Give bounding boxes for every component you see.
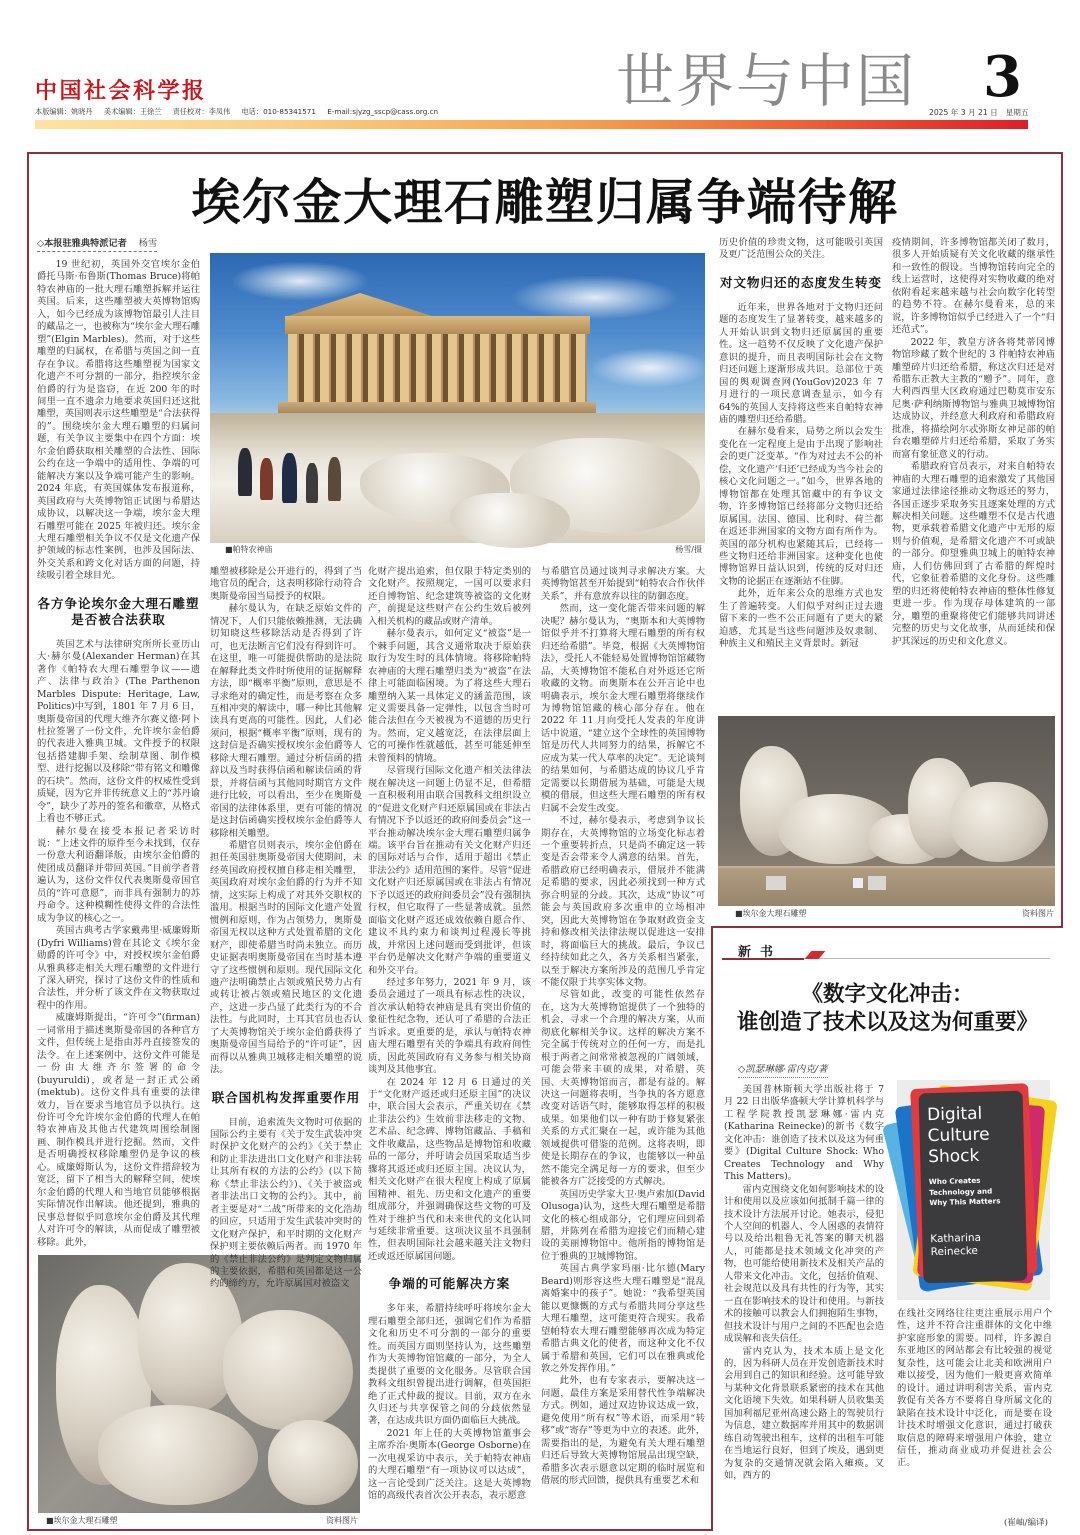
paragraph: 此外，也有专家表示，要解决这一问题，最佳方案是采用替代性争端解决方式。例如，通过双边协议达成一致，避免使用“所有权”等术语，而采用“转移”或“寄存”等更为中立的表述。此外，需要指出的是，为避免有关大理石雕塑归还后导致大英博物馆展品出现空缺，希腊多次表示愿意以定期的临时展览和借展的形式回馈，提供具有重要艺术和 bbox=[541, 1375, 705, 1487]
book-title bbox=[720, 981, 1055, 1037]
paragraph: 此外，近年来公众的思维方式也发生了普遍转变。人们似乎对纠正过去遗留下来的一些不公正问题有了更大的紧迫感，尤其是当这些问题涉及奴隶制、种族主义和殖民主义背景时。新冠 bbox=[719, 588, 883, 650]
paragraph: 目前，追索流失文物时可依据的国际公约主要有《关于发生武装冲突时保护文化财产的公约》《关于禁止和防止非法进出口文化财产和非法转让其所有权的方法的公约》(以下简称《禁止非法公约》)、《关于被盗或者非法出口文物的公约》。其中，前者主要是对“二战”所带来的文化浩劫的回应，只适用于发生武装冲突时的文化财产保护，和平时期的文化财产保护则主要依赖后两者。而 1970 年的《禁止非法公约》是判定文物归属的主要依据，希腊和英国都是这一公约的缔约方，允许原属国对被盗文 bbox=[210, 1116, 362, 1290]
paragraph: 在线社交网络往往更注重展示用户个性，这并不符合注重群体的文化中维护家庭形象的需要。同样，许多源自东亚地区的网站都会有比较强的视觉复杂性，这可能会让北美和欧洲用户难以接受，因为他们一般更喜欢简单的设计。通过讲明利害关系，雷内克敦促有关各方不要将自身所属文化的缺陷在技术设计中泛化，而是要在设计技术时增强文化意识，通过打破获取信息的障碍来增强用户体验，建立信任，推动商业成功并促进社会公正。 bbox=[897, 1308, 1052, 1469]
section-heading bbox=[37, 596, 200, 628]
paragraph: 与希腊官员通过谈判寻求解决方案。大英博物馆甚至开始提到“帕特农合作伙伴关系”，并有意放弃以往的防御态度。 bbox=[541, 566, 705, 602]
parthenon-photo bbox=[210, 253, 705, 543]
tourist-figure bbox=[238, 448, 252, 496]
paragraph: 希腊官员则表示，埃尔金伯爵在担任英国驻奥斯曼帝国大使期间，未经英国政府授权擅自移走相关雕塑，英国政府对埃尔金伯爵的行为并不知情，这实际上构成了对其外交职权的滥用。根据当时的国际文化遗产处置惯例和原则，作为占领势力，奥斯曼帝国无权以这种方式处置希腊的文化财产，即使希腊当时尚未独立。而历史证据表明奥斯曼帝国在当时基本遵守了这些惯例和原则。现代国际文化遗产法明确禁止占领或殖民势力占有或转让被占领或殖民地区的文化遗产，这进一步凸显了此类行为的不合法性。与此同时，土耳其官员也否认了大英博物馆关于埃尔金伯爵获得了奥斯曼帝国当局给予的“许可证”，因而得以从雅典卫城移走相关雕塑的说法。 bbox=[210, 839, 362, 1076]
book-cover bbox=[897, 1080, 1050, 1300]
sculpture-figure bbox=[268, 1420, 358, 1505]
page-number: 3 bbox=[983, 44, 1022, 110]
paragraph: 英国历史学家大卫·奥卢索加(David Olusoga)认为，这些大理石雕塑是希腊文化的核心组成部分，它们理应回到希腊，并陈列在希腊为迎接它们而精心建设的美丽博物馆中。他所指的博物馆是位于雅典的卫城博物馆。 bbox=[541, 1188, 705, 1262]
cover-author-line: Katharina bbox=[930, 1231, 982, 1245]
reporter-name: 杨雪 bbox=[138, 238, 158, 249]
translator-credit: (崔岫/编译) bbox=[1004, 1518, 1048, 1528]
paragraph: 然而，这一变化能否带来问题的解决呢？赫尔曼认为，“奥斯本和大英博物馆似乎并不打算将大理石雕塑的所有权归还给希腊”。毕竟，根据《大英博物馆法》，受托人不能轻易处置博物馆馆藏物品，大英博物馆不能私自对外返还它所收藏的文物。而奥斯本在公开言论中也明确表示，埃尔金大理石雕塑将继续作为博物馆馆藏的核心部分存在。他在 2022 年 11 月向受托人发表的年度讲话中说道，“建立这个全球性的英国博物馆是历代人共同努力的结果，拆解它不应成为某一代人草率的决定”。无论谈判的结果如何，与希腊达成的协议几乎肯定需要以长期借展为基础，可能是大规模的借展，但这些大理石雕塑的所有权归属不会发生改变。 bbox=[541, 603, 705, 814]
cover-author-line: Reinecke bbox=[930, 1244, 979, 1258]
photo-caption: ■埃尔金大理石雕塑 bbox=[46, 1516, 118, 1525]
book-column-1 bbox=[724, 1084, 884, 1524]
paragraph: 雷内克认为，技术本质上是文化的，因为科研人员在开发创造新技术时会用到自己的知识和经验。这可能导致与某种文化背景联系紧密的技术在其他文化语境下失效。如果科研人员收集美国加利福尼亚州高速公路上的驾驶员行为信息，建立数据库并用其中的数据训练自动驾驶出租车，这样的出租车可能在当地运行良好，但到了埃及，遇到更为复杂的交通情况就会陷入瘫痪。又如，西方的 bbox=[724, 1345, 884, 1482]
photo-caption: ■帕特农神庙 bbox=[225, 545, 273, 554]
section-heading-line: 对文物归还的态度发生转变 bbox=[719, 274, 882, 290]
photo-credit: 资料图片 bbox=[1022, 909, 1054, 918]
cover-subtitle-line: Technology and bbox=[929, 1186, 993, 1197]
paragraph: 英国古典学家玛丽·比尔德(Mary Beard)则形容这些大理石雕塑是“混乱离婚案中的孩子”。她说：“我希望英国能以更慷慨的方式与希腊共同分享这些大理石雕塑，这可能更符合现实。我希望帕特农大理石雕塑能够再次成为特定希腊古典文化的使者，而这种文化不仅属于希腊和英国，它们可以在雅典或伦敦之外发挥作用。” bbox=[541, 1263, 705, 1374]
email-label: E-mail: bbox=[327, 107, 353, 116]
tourist-figure bbox=[328, 457, 341, 501]
section-heading-line: 是否被合法获取 bbox=[71, 611, 166, 627]
article-column-4 bbox=[541, 566, 705, 1524]
staff-name: 王徐兰 bbox=[139, 107, 162, 116]
paragraph: 多年来，希腊持续呼吁将埃尔金大理石雕塑全部归还，强调它们作为希腊文化和历史不可分割的一部分的重要性。而英国方面则坚持认为，这些雕塑作为大英博物馆馆藏的一部分，为全人类提供了重要的文化服务。尽管联合国教科文组织曾提出进行调解，但英国拒绝了正式仲裁的提议。目前，双方在永久归还与共享保管之间的分歧依然显著，在达成共识方面仍面临巨大挑战。 bbox=[368, 1303, 531, 1427]
book-title-line: 谁创造了技术以及这为何重要》 bbox=[736, 1010, 1038, 1035]
staff-name: 姚晓丹 bbox=[70, 107, 93, 116]
photo-cloud bbox=[590, 348, 710, 388]
staff-label: 本版编辑： bbox=[35, 107, 71, 116]
reporter-prefix: ◇本报驻雅典特派记者 bbox=[37, 238, 127, 249]
paragraph: 尽管现行国际文化遗产相关法律法规在解决这一问题上仍显不足，但希腊一直积极利用由联合国教科文组织设立的“促进文化财产归还原属国或在非法占有情况下予以返还的政府间委员会”这一平台推动解决埃尔金大理石雕塑归属争端。该平台旨在推动有关文化财产归还的国际对话与合作，适用于超出《禁止非法公约》适用范围的案件。尽管“促进文化财产归还原属国或在非法占有情况下予以返还的政府间委员会”没有强制执行权，但它取得了一些显著成就。虽然面临文化财产返还成效依赖自愿合作、建议不具约束力和谈判过程漫长等挑战，并常因上述问题而受到批评，但该平台仍是解决文化财产争端的重要道义和外交平台。 bbox=[368, 765, 531, 976]
cover-title-panel bbox=[919, 1091, 1028, 1284]
paragraph: 19 世纪初，英国外交官埃尔金伯爵托马斯·布鲁斯(Thomas Bruce)将帕特农神庙的一批大理石雕塑拆解并运往英国。后来，这些雕塑被大英博物馆购入，如今已经成为该博物馆最引人注目的藏品之一，也被称为“埃尔金大理石雕塑”(Elgin Marbles)。然而，对于这些雕塑的归属权，在希腊与英国之间一直存在争议。希腊将这些雕塑视为国家文化遗产不可分割的一部分，指控埃尔金伯爵的行为是盗窃，在近 200 年的时间里一直不遗余力地要求英国归还这批雕塑，英国则表示这些雕塑是“合法获得的”。围绕埃尔金大理石雕塑的归属问题，有关争议主要集中在四个方面：埃尔金伯爵获取相关雕塑的合法性、国际公约在这一争端中的适用性、争端的可能解决方案以及争端可能产生的影响。2024 年底，有英国媒体发布报道称，英国政府与大英博物馆正试图与希腊达成协议，以解决这一争端，埃尔金大理石雕塑可能在 2025 年被归还。埃尔金大理石雕塑相关争议不仅是文化遗产保护领域的标志性案例，也涉及国际法、外交关系和跨文化对话方面的问题，持续吸引着全球目光。 bbox=[37, 259, 200, 582]
book-title-line: 《数字文化冲击： bbox=[801, 982, 974, 1007]
paragraph: 赫尔曼认为，在缺乏原始文件的情况下，人们只能依赖推测，无法确切知晓这些移除活动是否得到了许可，也无法断言它们没有得到许可。在这里，唯一可能提供帮助的是法院在解释此类文件时所使用的证据解释方法，即“概率平衡”原则，意思是不寻求绝对的确定性，而是考察在众多互相冲突的解读中，哪一种比其他解读具有更高的可能性。因此，人们必须问，根据“概率平衡”原则，现有的这封信是否确实授权埃尔金伯爵等人移除大理石雕塑。通过分析信函的措辞以及当时获得信函和解读信函的背景，并将信函与其他同时期官方文件进行比较，可以看出，至少在奥斯曼帝国的法律体系里，更有可能的情况是这封信函确实授权埃尔金伯爵等人移除相关雕塑。 bbox=[210, 603, 362, 839]
paragraph: 疫情期间，许多博物馆都关闭了数月，很多人开始质疑有关文化收藏的继承性和一致性的假设。当博物馆转向完全的线上运营时，这使得对实物收藏的绝对依附看起来越来越与社会向数字化转型的趋势不符。在赫尔曼看来，总的来说，许多博物馆似乎已经进入了一个“归还范式”。 bbox=[892, 237, 1055, 336]
cover-title-line: Shock bbox=[927, 1145, 980, 1168]
cover-subtitle-line: Why This Matters bbox=[929, 1196, 1001, 1208]
section-heading bbox=[368, 1276, 531, 1292]
staff-name: 李凤伟 bbox=[208, 107, 231, 116]
issue-date bbox=[929, 107, 1028, 118]
cover-author bbox=[930, 1230, 1019, 1258]
new-book-section-label: 新书 bbox=[738, 945, 783, 960]
cover-subtitle-line: Who Creates bbox=[928, 1175, 981, 1187]
paragraph: 不过，赫尔曼表示，考虑到争议长期存在，大英博物馆的立场变化标志着一个重要转折点，只是尚不确定这一转变是否会带来令人满意的结果。首先，希腊政府已经明确表示，借展并不能满足希腊的要求，因此必须找到一种方式弥合明显的分歧。其次，达成“协议”可能会与英国政府多次重申的立场相冲突，因此大英博物馆在争取财政资金支持和修改相关法律法规以促进这一安排时，将面临巨大的挑战。最后，争议已经持续如此之久，各方关系相当紧张，以至于解决方案所涉及的范围几乎肯定不能仅限于共享实体文物。 bbox=[541, 815, 705, 988]
staff-label: 责任校对： bbox=[172, 107, 209, 116]
article-column-1 bbox=[37, 237, 200, 1248]
cover-title-line: Culture bbox=[927, 1124, 990, 1147]
paragraph: 赫尔曼在接受本报记者采访时说：“上述文件的原件至今未找到，仅存一份意大利语翻译版，由埃尔金伯爵的使团成员翻译并带回英国。”目前学者普遍认为，这份文件仅代表奥斯曼帝国官员的“许可意愿”，而非具有强制力的苏丹命令。这种模糊性使得文件的合法性成为争议的核心之一。 bbox=[37, 825, 200, 924]
photo-cloud bbox=[230, 261, 370, 301]
paragraph: 在赫尔曼看来，局势之所以会发生变化在一定程度上是由于出现了影响社会的更广泛变革。“作为对过去不公的补偿，文化遗产‘归还’已经成为当今社会的核心文化问题之一。”如今，世界各地的博物馆都在处理其馆藏中的有争议文物，许多博物馆已经将部分文物归还给原属国。法国、德国、比利时、荷兰都在返还非洲国家的文物方面有所作为。英国的部分机构也紧随其后，已经将一些文物归还给非洲国家。这种变化也使博物馆界日益认识到，传统的反对归还文物的论据正在逐渐站不住脚。 bbox=[719, 426, 883, 587]
photo-credit: 杨雪/摄 bbox=[675, 545, 702, 554]
sculpture-figure bbox=[98, 1405, 258, 1505]
paragraph: 尽管如此，改变的可能性依然存在，这为大英博物馆提供了一个独特的机会，寻求一个合理的解决方案，从而彻底化解相关争议。这样的解决方案不完全属于传统对立的任何一方，而是扎根于两者之间常常被忽视的广阔领域，可能会带来丰硕的成果，对希腊、英国、大英博物馆而言，都是有益的。解决这一问题将表明，当争执的各方愿意改变对话语气时，能够取得怎样的积极成果。如果他们以一种有助于修复紧张关系的方式汇聚在一起，或许能为其他领域提供可借鉴的范例。这将表明，即使是长期存在的争议，也能够以一种虽然不能完全满足每一方的要求，但至少能被各方广泛接受的方式解决。 bbox=[541, 989, 705, 1188]
exhibit-label bbox=[868, 876, 886, 890]
sculpture-figure bbox=[950, 782, 1048, 862]
weekday-text: 星期五 bbox=[1005, 108, 1029, 117]
staff-proofreader bbox=[173, 107, 231, 116]
article-headline: 埃尔金大理石雕塑归属争端待解 bbox=[191, 174, 899, 231]
paragraph: 威廉姆斯提出，“许可令”(firman)一词常用于描述奥斯曼帝国的各种官方文件，但传统上是指由苏丹直接签发的法令。在上述案例中，这份文件可能是一份由大维齐尔签署的命令(buyuruldi)，或者是一封正式公函(mektub)。这份文件具有重要的法律效力，旨在要求当地官员予以执行。这份许可令允许埃尔金伯爵的代理人在帕特农神庙及其他古代建筑周围绘制图画、制作模具并进行挖掘。然而，文件是否明确授权移除雕塑仍是争议的核心。威廉姆斯认为，这份文件措辞较为宽泛，留下了相当大的解释空间，使埃尔金伯爵的代理人和当地官员能够根据实际情况作出解读。他还提到，雅典的民事总督似乎同意埃尔金伯爵及其代理人对许可令的解读，从而促成了雕塑被移除。此外， bbox=[37, 1012, 200, 1248]
article-column-2 bbox=[210, 566, 362, 1290]
masthead-color-bar bbox=[35, 120, 1028, 129]
staff-phone bbox=[241, 107, 315, 116]
paragraph: 英国艺术与法律研究所所长亚历山大·赫尔曼(Alexander Herman)在其著作《帕特农大理石雕塑争议——遗产、法律与政治》(The Parthenon Marbles Dispute: Heritage, Law, Politics)中写到，1801 年 7 月 6 日，奥斯曼帝国的代理大维齐尔赛义德·阿卜杜拉签署了一份文件，允许埃尔金伯爵的代表进入雅典卫城。文件授予的权限包括搭建脚手架、绘制草图、制作模型、进行挖掘以及移除“带有铭文和雕像的石块”。然而，这份文件的权威性受到质疑，因为它并非传统意义上的“苏丹谕令”，缺少了苏丹的签名和徽章，从格式上看也不够正式。 bbox=[37, 638, 200, 825]
tourist-figure bbox=[306, 463, 318, 503]
section-heading-line: 联合国机构发挥重要作用 bbox=[211, 1089, 361, 1105]
date-text: 2025 年 3 月 21 日 bbox=[929, 108, 998, 117]
email-address[interactable]: sjyzg_sscp@cass.org.cn bbox=[352, 107, 439, 116]
section-heading bbox=[719, 275, 883, 291]
staff-credits bbox=[35, 107, 447, 117]
temple-entablature bbox=[285, 316, 590, 334]
elgin-marbles-gallery-photo bbox=[718, 716, 1055, 906]
paragraph: 在 2024 年 12 月 6 日通过的关于“文化财产返还或归还原主国”的决议中，联合国大会表示，严重关切在《禁止非法公约》生效前非法移走的文物、艺术品、纪念碑、博物馆藏品、手稿和文件收藏品，这些物品是博物馆和收藏品的一部分，并吁请会员国采取适当步骤将其返还或归还原主国。决议认为，相关文化财产在很大程度上构成了原属国精神、祖先、历史和文化遗产的重要组成部分，并强调确保这些文物的可及性对于维护当代和未来世代的文化认同与延续非常重要。这项决议虽不具强制性，但表明国际社会越来越关注文物归还或返还原属国问题。 bbox=[368, 1076, 531, 1262]
phone-number: 010-85341571 bbox=[263, 107, 316, 116]
paragraph: 希腊政府官员表示，对来自帕特农神庙的大理石雕塑的追索激发了其他国家通过法律途径推动文物返还的努力，各国正逐步采取务实且逐案处理的方式解决相关问题。这些雕塑不仅是古代遗物，更承载着希腊文化遗产中无形的原则与价值观，是希腊文化遗产不可或缺的一部分。仰望雅典卫城上的帕特农神庙，人们仿佛回到了古希腊的辉煌时代，它象征着希腊的文化身份。这些雕塑的归还将使帕特农神庙的整体性修复更进一步。作为现存母体建筑的一部分，雕塑的重聚将使它们能够共同讲述完整的历史与文化故事，从而延续和保护其深远的历史和文化意义。 bbox=[892, 461, 1055, 647]
temple-colonnade bbox=[288, 334, 587, 402]
paragraph: 经过多年努力，2021 年 9 月，该委员会通过了一项具有标志性的决议，首次承认帕特农神庙是具有突出价值的象征性纪念物，还认可了希腊的合法正当诉求。更重要的是，承认与帕特农神庙大理石雕塑有关的争端具有政府间性质，因此英国政府有义务参与相关协商谈判及其他事宜。 bbox=[368, 976, 531, 1076]
audio-guide-sign bbox=[853, 878, 863, 888]
article-column-6 bbox=[892, 237, 1055, 709]
paragraph: 化财产提出追索，但仅限于特定类别的文化财产。按照规定，一国可以要求归还自博物馆、纪念建筑等被盗的文化财产，前提是这些财产在公约生效后被列入相关机构的藏品或财产清单。 bbox=[368, 566, 531, 627]
staff-editor bbox=[35, 107, 93, 116]
book-column-2 bbox=[897, 1308, 1052, 1498]
paragraph: 雷内克围绕文化如何影响技术的设计和使用以及应该如何抵制千篇一律的技术设计方法展开讨论。她表示，侵犯个人空间的机器人、令人困惑的表情符号以及给出粗鲁无礼答案的聊天机器人，可能都是技术领域文化冲突的产物，也可能给使用新技术及相关产品的人带来文化冲击。文化，包括价值观、社会规范以及具有共性的行为等，其实一直在影响技术的设计和使用。与新技术的接触可以教会人们拥抱陌生事物，但技术设计与用户之间的不匹配也会造成误解和丧失信任。 bbox=[724, 1183, 884, 1345]
reporter-byline bbox=[37, 237, 157, 252]
cover-title-line: Digital bbox=[926, 1103, 983, 1126]
elgin-marbles-closeup-photo bbox=[38, 1255, 360, 1513]
sculpture-figure bbox=[223, 1310, 353, 1430]
paragraph: 美国普林斯顿大学出版社将于 7 月 22 日出版华盛顿大学计算机科学与工程学院教授凯瑟琳娜·雷内克(Katharina Reinecke)的新书《数字文化冲击：谁创造了技术以及这为何重要》(Digital Culture Shock: Who Creates Technology and Why This Matters)。 bbox=[724, 1084, 884, 1183]
paragraph: 近年来，世界各地对于文物归还问题的态度发生了显著转变，越来越多的人开始认识到文物归还原属国的重要性。这一趋势不仅反映了文化遗产保护意识的提升，而且表明国际社会在文物归还问题上逐渐形成共识。总部位于英国的舆观调查网(YouGov)2023 年 7 月进行的一项民意调查显示，如今有 64%的英国人支持将这些来自帕特农神庙的雕塑归还给希腊。 bbox=[719, 301, 883, 425]
staff-label: 美术编辑： bbox=[103, 107, 140, 116]
photo-credit: 资料图片 bbox=[326, 1516, 358, 1525]
cover-title bbox=[927, 1103, 1017, 1168]
paragraph: 历史价值的珍贵文物，这可能吸引英国及更广泛范围公众的关注。 bbox=[719, 237, 883, 261]
paragraph: 2022 年，教皇方济各将梵蒂冈博物馆珍藏了数个世纪的 3 件帕特农神庙雕塑碎片归还给希腊，称这次归还是对希腊东正教大主教的“赠予”。同年，意大利西西里大区政府通过巴勒莫市安东尼奥·萨利纳斯博物馆与雅典卫城博物馆达成协议，并经意大利政府和希腊政府批准，将描绘阿尔忒弥斯女神足部的帕台农雕塑碎片归还给希腊，采取了务实而富有象征意义的行动。 bbox=[892, 336, 1055, 460]
staff-email bbox=[327, 107, 438, 116]
cover-subtitle bbox=[929, 1175, 1018, 1209]
paragraph: 2021 年上任的大英博物馆董事会主席乔治·奥斯本(George Osborne)在一次电视采访中表示，关于帕特农神庙的大理石雕塑“有一项协议可以达成”，这一言论受到广泛关注。这是大英博物馆的高级代表首次公开表态，表示愿意 bbox=[368, 1427, 531, 1502]
exhibit-label bbox=[766, 876, 786, 890]
photo-cloud bbox=[510, 275, 680, 320]
article-column-3 bbox=[368, 566, 531, 1524]
section-heading bbox=[210, 1090, 362, 1106]
section-title: 世界与中国 bbox=[616, 47, 917, 115]
newspaper-logo: 中国社会科学报 bbox=[35, 78, 207, 104]
section-heading-line: 争端的可能解决方案 bbox=[388, 1276, 511, 1292]
staff-art-editor bbox=[104, 107, 162, 116]
paragraph: 英国古典考古学家戴弗里·威廉姆斯(Dyfri Williams)曾在其论文《埃尔金勋爵的许可令》中，对授权埃尔金伯爵从雅典移走相关大理石雕塑的文件进行了深入研究，探讨了这份文件的性质和合法性，并分析了该文件在文物获取过程中的作用。 bbox=[37, 925, 200, 1011]
tourist-figure bbox=[282, 453, 297, 503]
book-author-byline: ◇凯瑟琳娜·雷内克/著 bbox=[738, 1063, 828, 1078]
photo-caption: ■埃尔金大理石雕塑 bbox=[735, 909, 807, 918]
paragraph: 赫尔曼表示，如何定义“被盗”是一个棘手问题，其含义通常取决于原始获取行为发生时的具体情境。将移除帕特农神庙的大理石雕塑归类为“被盗”在法律上可能面临困境。为了将这些大理石雕塑纳入某一具体定义的涵盖范围，该定义需要具备一定弹性，以包含当时可能合法但在今天被视为不道德的历史行为。然而，定义越宽泛，在法律层面上它的可操作性就越低，甚至可能延伸至未曾预料的情境。 bbox=[368, 628, 531, 764]
article-column-5 bbox=[719, 237, 883, 709]
tourist-figure bbox=[260, 458, 273, 500]
paragraph: 雕塑被移除是公开进行的，得到了当地官员的配合，这表明移除行动符合奥斯曼帝国当局授予的权限。 bbox=[210, 566, 362, 602]
section-heading-line: 各方争论埃尔金大理石雕塑 bbox=[37, 595, 200, 611]
phone-label: 电话： bbox=[241, 107, 264, 116]
